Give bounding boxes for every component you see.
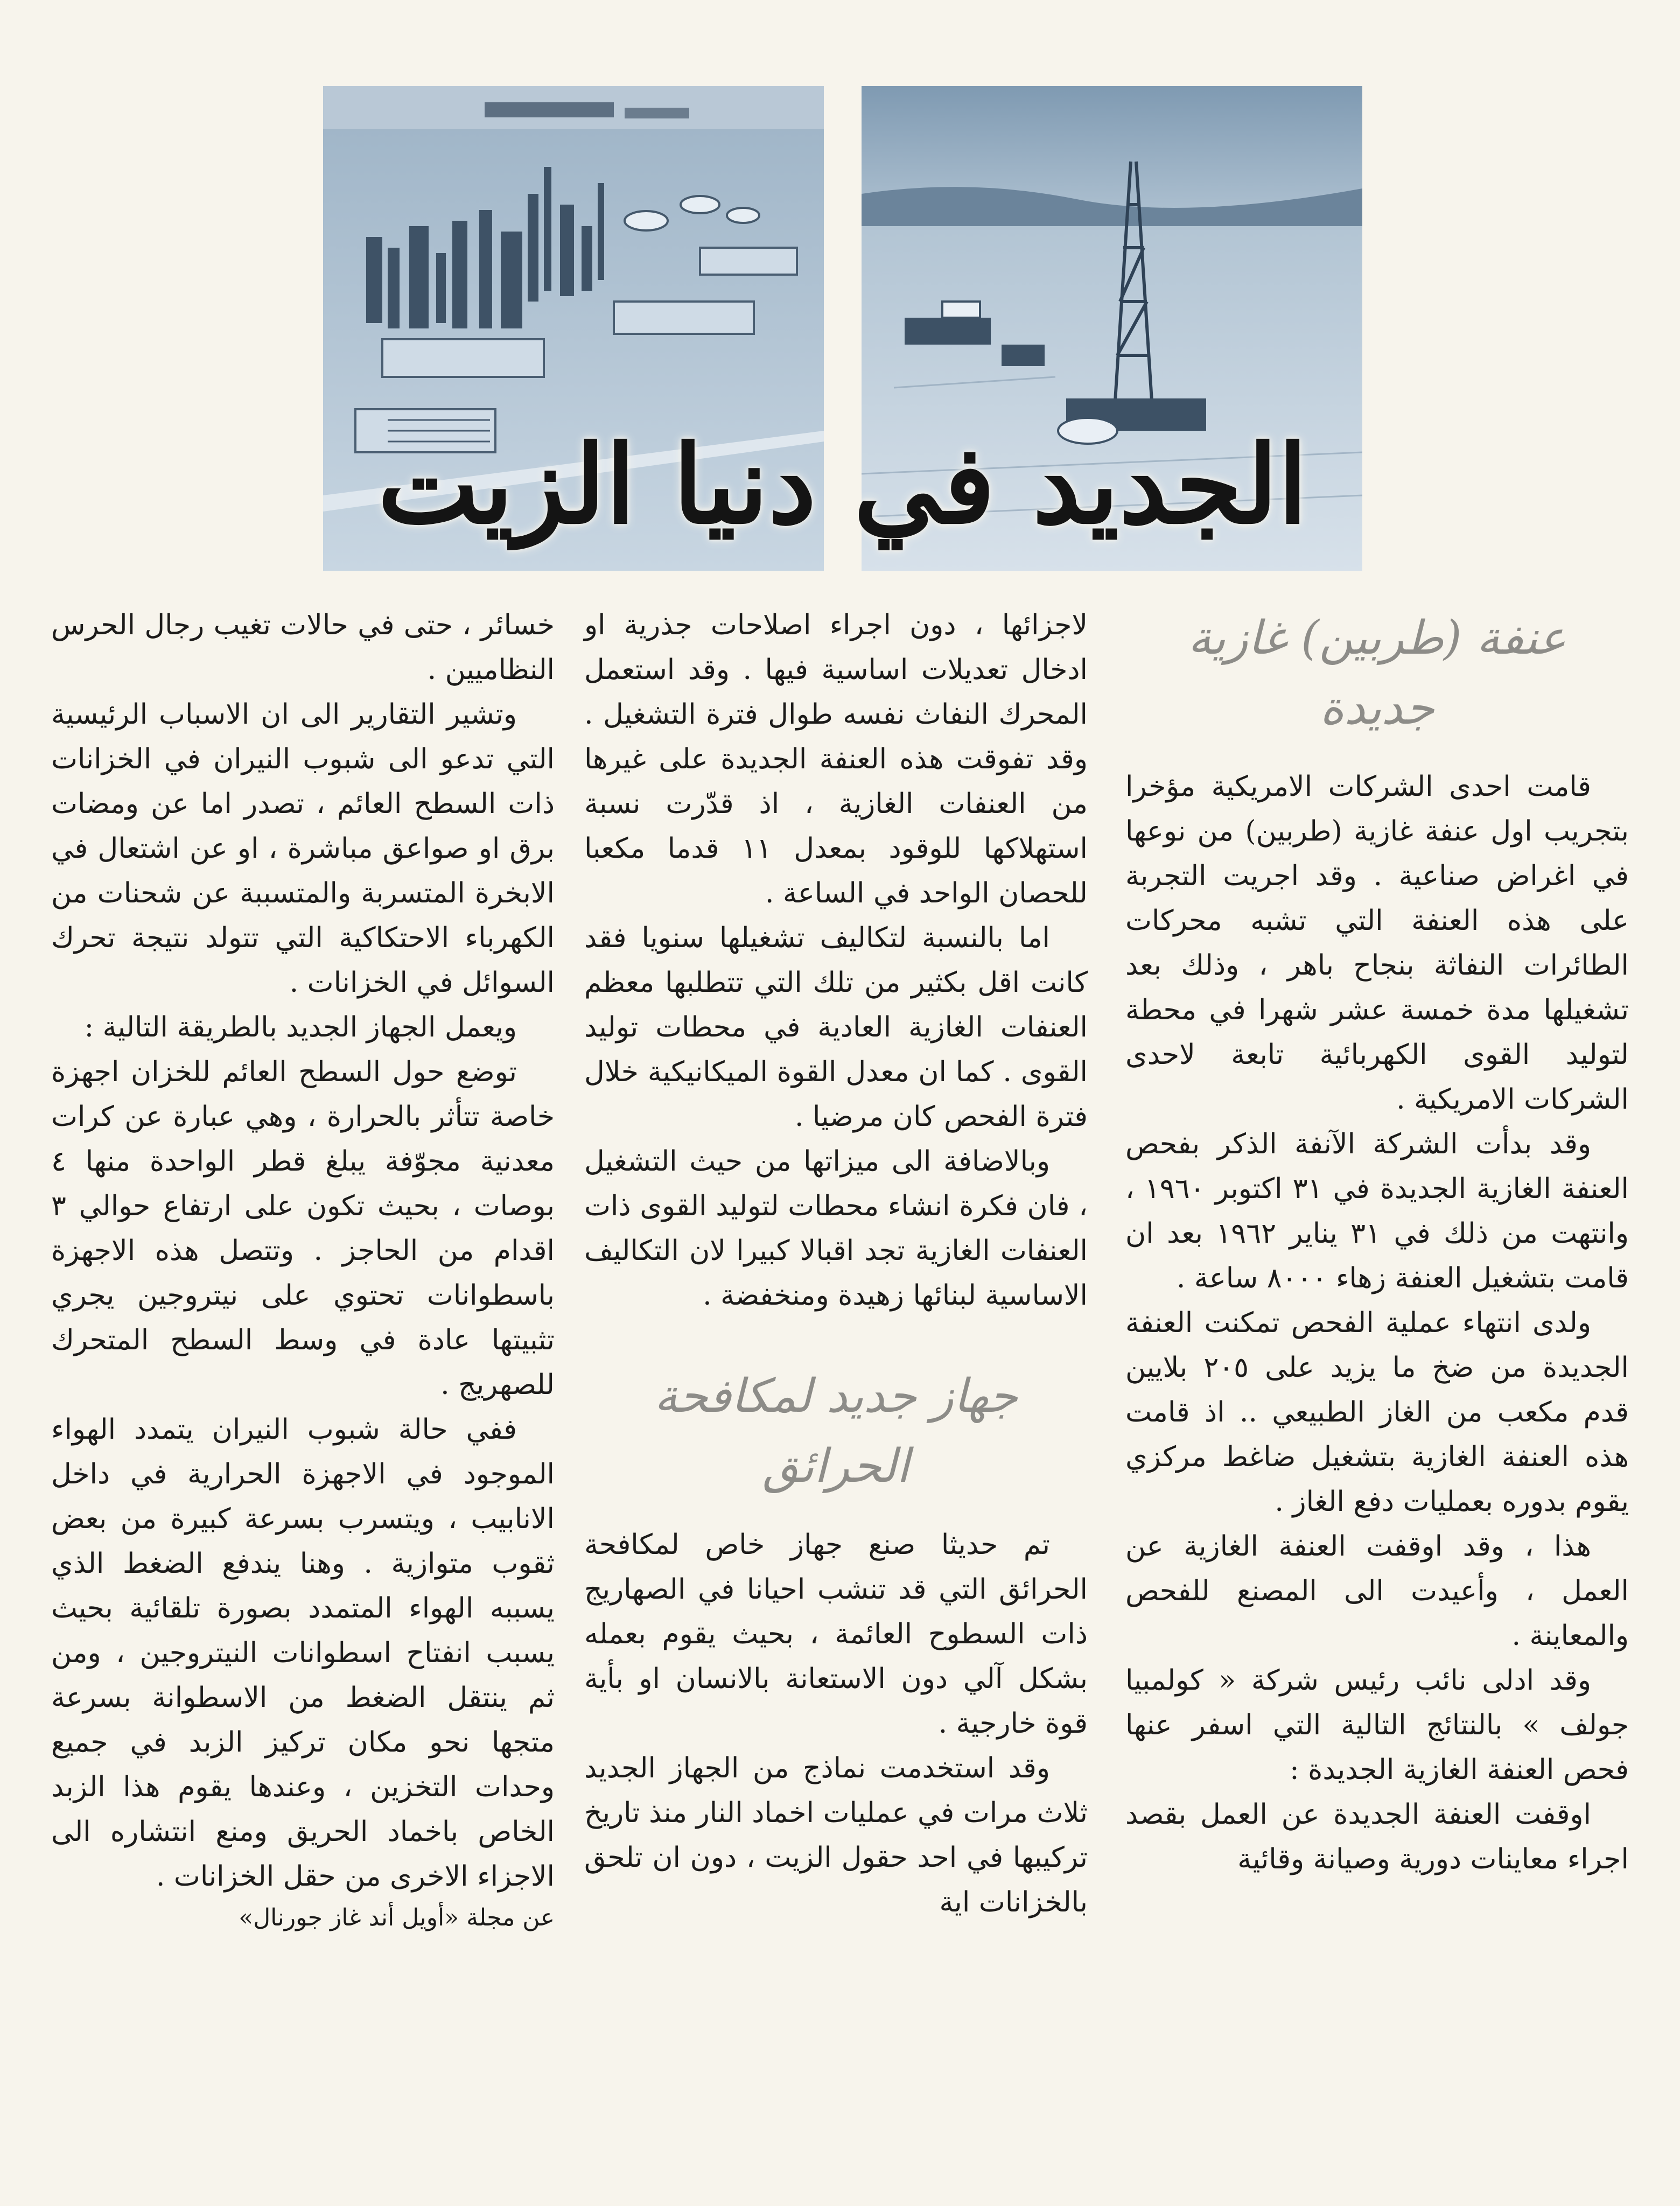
fire-device-subheading: جهاز جديد لمكافحة الحرائق xyxy=(654,1369,1018,1493)
paragraph: خسائر ، حتى في حالات تغيب رجال الحرس النظاميين . xyxy=(51,609,555,686)
column-middle xyxy=(584,603,1088,1925)
paragraph: اما بالنسبة لتكاليف تشغيلها سنويا فقد كانت اقل بكثير من تلك التي تتطلبها معظم العنفات الغازية العادية في محطات توليد القوى . كما ان معدل القوة الميكانيكية خلال فترة الفحص كان مرضيا . xyxy=(584,922,1088,1133)
paragraph: ويعمل الجهاز الجديد بالطريقة التالية : xyxy=(84,1011,517,1044)
paragraph: هذا ، وقد اوقفت العنفة الغازية عن العمل ، وأعيدت الى المصنع للفحص والمعاينة . xyxy=(1125,1530,1629,1652)
paragraph: لاجزائها ، دون اجراء اصلاحات جذرية او ادخال تعديلات اساسية فيها . وقد استعمل المحرك النفاث نفسه طوال فترة التشغيل . وقد تفوقت هذه العنفة الجديدة على غيرها من العنفات الغازية ، اذ قدّرت نسبة استهلاكها للوقود بمعدل ١١ قدما مكعبا للحصان الواحد في الساعة . xyxy=(584,609,1088,909)
gas-turbine-subheading: عنفة (طربين) غازية جديدة xyxy=(1188,611,1566,735)
paragraph: وتشير التقارير الى ان الاسباب الرئيسية التي تدعو الى شبوب النيران في الخزانات ذات السطح العائم ، تصدر اما عن ومضات برق او صواعق مباشرة ، او عن اشتعال في الابخرة المتسربة والمتسببة عن شحنات من الكهرباء الاحتكاكية التي تتولد نتيجة تحرك السوائل في الخزانات . xyxy=(51,698,555,999)
paragraph: وقد بدأت الشركة الآنفة الذكر بفحص العنفة الغازية الجديدة في ٣١ اكتوبر ١٩٦٠ ، وانتهت من ذلك في ٣١ يناير ١٩٦٢ بعد ان قامت بتشغيل العنفة زهاء ٨٠٠٠ ساعة . xyxy=(1125,1128,1629,1294)
source-credit: عن مجلة «أويل أند غاز جورنال» xyxy=(239,1904,555,1931)
hero-section xyxy=(323,86,1362,571)
paragraph: اوقفت العنفة الجديدة عن العمل بقصد اجراء معاينات دورية وصيانة وقائية xyxy=(1125,1798,1629,1875)
paragraph: وبالاضافة الى ميزاتها من حيث التشغيل ، فان فكرة انشاء محطات لتوليد القوى ذات العنفات الغازية تجد اقبالا كبيرا لان التكاليف الاساسية لبنائها زهيدة ومنخفضة . xyxy=(584,1145,1088,1312)
paragraph: قامت احدى الشركات الامريكية مؤخرا بتجريب اول عنفة غازية (طربين) من نوعها في اغراض صناعية . وقد اجريت التجربة على هذه العنفة التي تشبه محركات الطائرات النفاثة بنجاح باهر ، وذلك بعد تشغيلها مدة خمسة عشر شهرا في محطة لتوليد القوى الكهربائية تابعة لاحدى الشركات الامريكية . xyxy=(1125,771,1629,1116)
paragraph: وقد استخدمت نماذج من الجهاز الجديد ثلاث مرات في عمليات اخماد النار منذ تاريخ تركيبها في احد حقول الزيت ، دون ان تلحق بالخزانات اية xyxy=(584,1752,1088,1918)
paragraph: تم حديثا صنع جهاز خاص لمكافحة الحرائق التي قد تنشب احيانا في الصهاريج ذات السطوح العائمة ، بحيث يقوم بعمله بشكل آلي دون الاستعانة بالانسان او بأية قوة خارجية . xyxy=(584,1529,1088,1740)
paragraph: وقد ادلى نائب رئيس شركة « كولمبيا جولف » بالنتائج التالية التي اسفر عنها فحص العنفة الغازية الجديدة : xyxy=(1125,1664,1629,1786)
article-headline: الجديد في دنيا الزيت xyxy=(377,421,1308,548)
paragraph: توضع حول السطح العائم للخزان اجهزة خاصة تتأثر بالحرارة ، وهي عبارة عن كرات معدنية مجوّفة يبلغ قطر الواحدة منها ٤ بوصات ، بحيث تكون على ارتفاع حوالي ٣ اقدام من الحاجز . وتتصل هذه الاجهزة باسطوانات تحتوي على نيتروجين يجري تثبيتها عادة في وسط السطح المتحرك للصهريج . xyxy=(51,1056,555,1401)
paragraph: ففي حالة شبوب النيران يتمدد الهواء الموجود في الاجهزة الحرارية في داخل الانابيب ، ويتسرب بسرعة كبيرة من بعض ثقوب متوازية . وهنا يندفع الضغط الذي يسببه الهواء المتمدد بصورة تلقائية بحيث يسبب انفتاح اسطوانات النيتروجين ، ومن ثم ينتقل الضغط من الاسطوانة بسرعة متجها نحو مكان تركيز الزبد في جميع وحدات التخزين ، وعندها يقوم هذا الزبد الخاص باخماد الحريق ومنع انتشاره الى الاجزاء الاخرى من حقل الخزانات . xyxy=(51,1413,555,1893)
column-left xyxy=(51,603,555,1937)
paragraph: ولدى انتهاء عملية الفحص تمكنت العنفة الجديدة من ضخ ما يزيد على ٢٠٥ بلايين قدم مكعب من الغاز الطبيعي .. اذ قامت هذه العنفة الغازية بتشغيل ضاغط مركزي يقوم بدوره بعمليات دفع الغاز . xyxy=(1125,1307,1629,1518)
column-right xyxy=(1125,603,1629,1882)
